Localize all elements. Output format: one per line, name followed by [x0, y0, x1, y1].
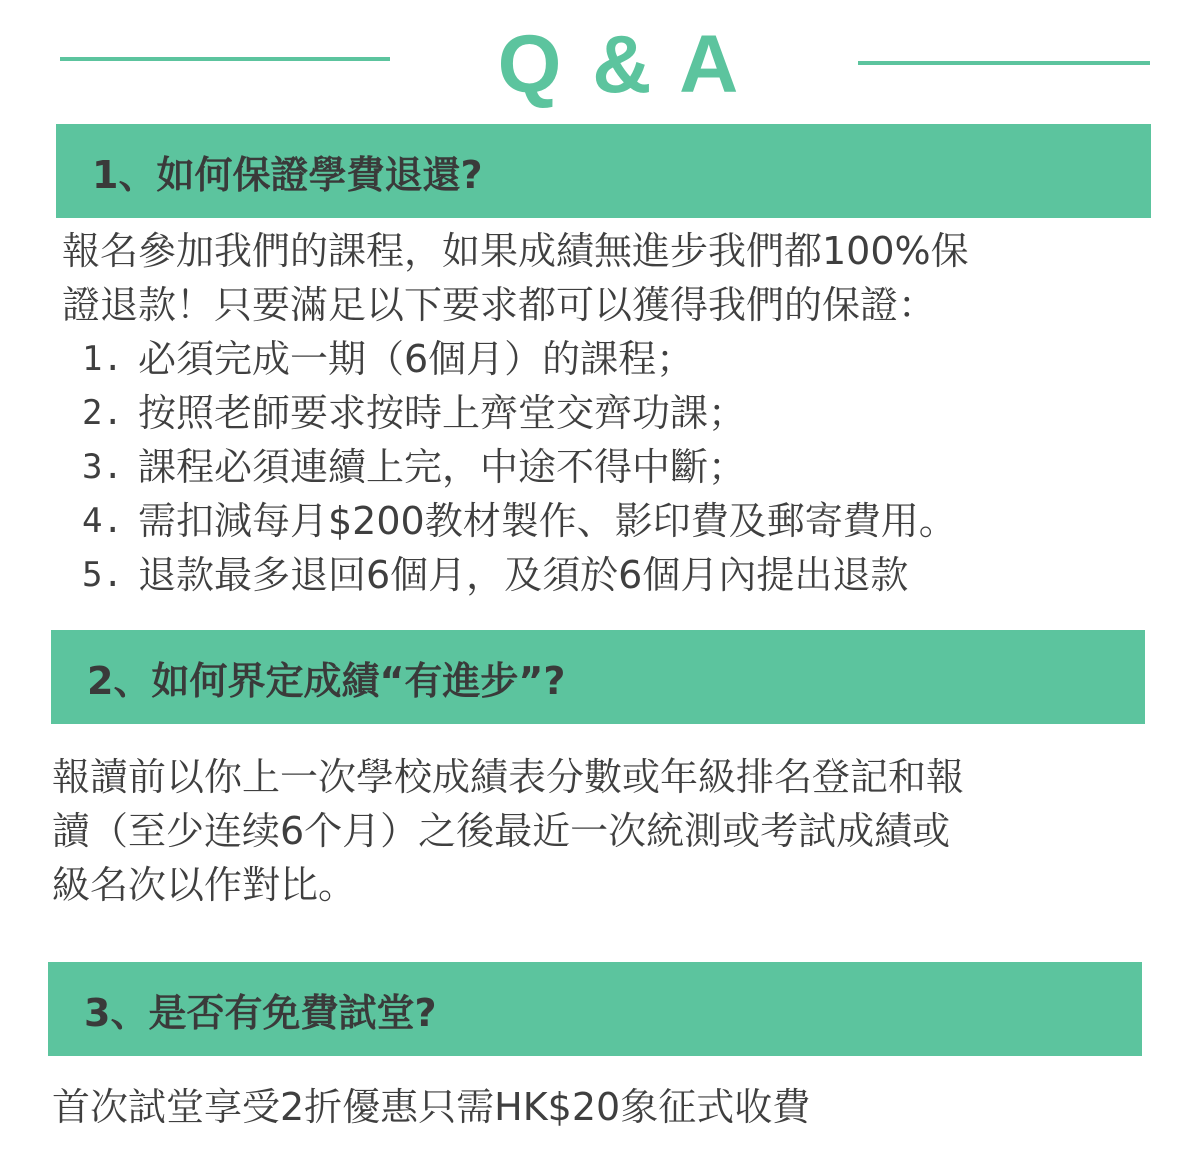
question-1-heading [56, 124, 1151, 218]
list-item-number: 3. [82, 447, 123, 487]
page-title: Q & A [497, 19, 743, 110]
list-item-text: 必須完成一期（6個月）的課程； [138, 337, 695, 381]
list-item-text: 退款最多退回6個月，及須於6個月內提出退款 [138, 553, 909, 597]
list-item-number: 4. [82, 501, 123, 541]
question-2-heading [51, 630, 1145, 724]
answer-2-line-3: 級名次以作對比。 [52, 863, 357, 907]
list-item [82, 386, 957, 440]
list-item-number: 1. [82, 339, 123, 379]
answer-3-line-1: 首次試堂享受2折優惠只需HK$20象征式收費 [52, 1085, 811, 1129]
answer-2 [52, 750, 964, 912]
title-divider-right [858, 61, 1150, 65]
list-item-text: 按照老師要求按時上齊堂交齊功課； [138, 391, 747, 435]
question-2-text: 2、如何界定成績“有進步”? [87, 658, 566, 703]
answer-2-line-1: 報讀前以你上一次學校成績表分數或年級排名登記和報 [52, 755, 965, 799]
answer-1-intro [62, 224, 969, 332]
question-3-text: 3、是否有免費試堂? [84, 990, 437, 1035]
answer-2-line-2: 讀（至少连续6个月）之後最近一次統測或考試成績或 [52, 809, 951, 853]
list-item-text: 課程必須連續上完，中途不得中斷； [138, 445, 747, 489]
list-item [82, 494, 957, 548]
answer-1-line-2: 證退款！只要滿足以下要求都可以獲得我們的保證： [62, 283, 937, 327]
question-3-heading [48, 962, 1142, 1056]
answer-3 [52, 1080, 810, 1134]
list-item-text: 需扣減每月$200教材製作、影印費及郵寄費用。 [138, 499, 957, 543]
question-1-text: 1、如何保證學費退還? [92, 152, 483, 197]
answer-1-line-1: 報名參加我們的課程，如果成績無進步我們都100%保 [62, 229, 969, 273]
list-item [82, 332, 957, 386]
list-item [82, 440, 957, 494]
list-item [82, 548, 957, 602]
refund-conditions-list [82, 332, 957, 602]
list-item-number: 2. [82, 393, 123, 433]
list-item-number: 5. [82, 555, 123, 595]
title-divider-left [60, 57, 390, 61]
